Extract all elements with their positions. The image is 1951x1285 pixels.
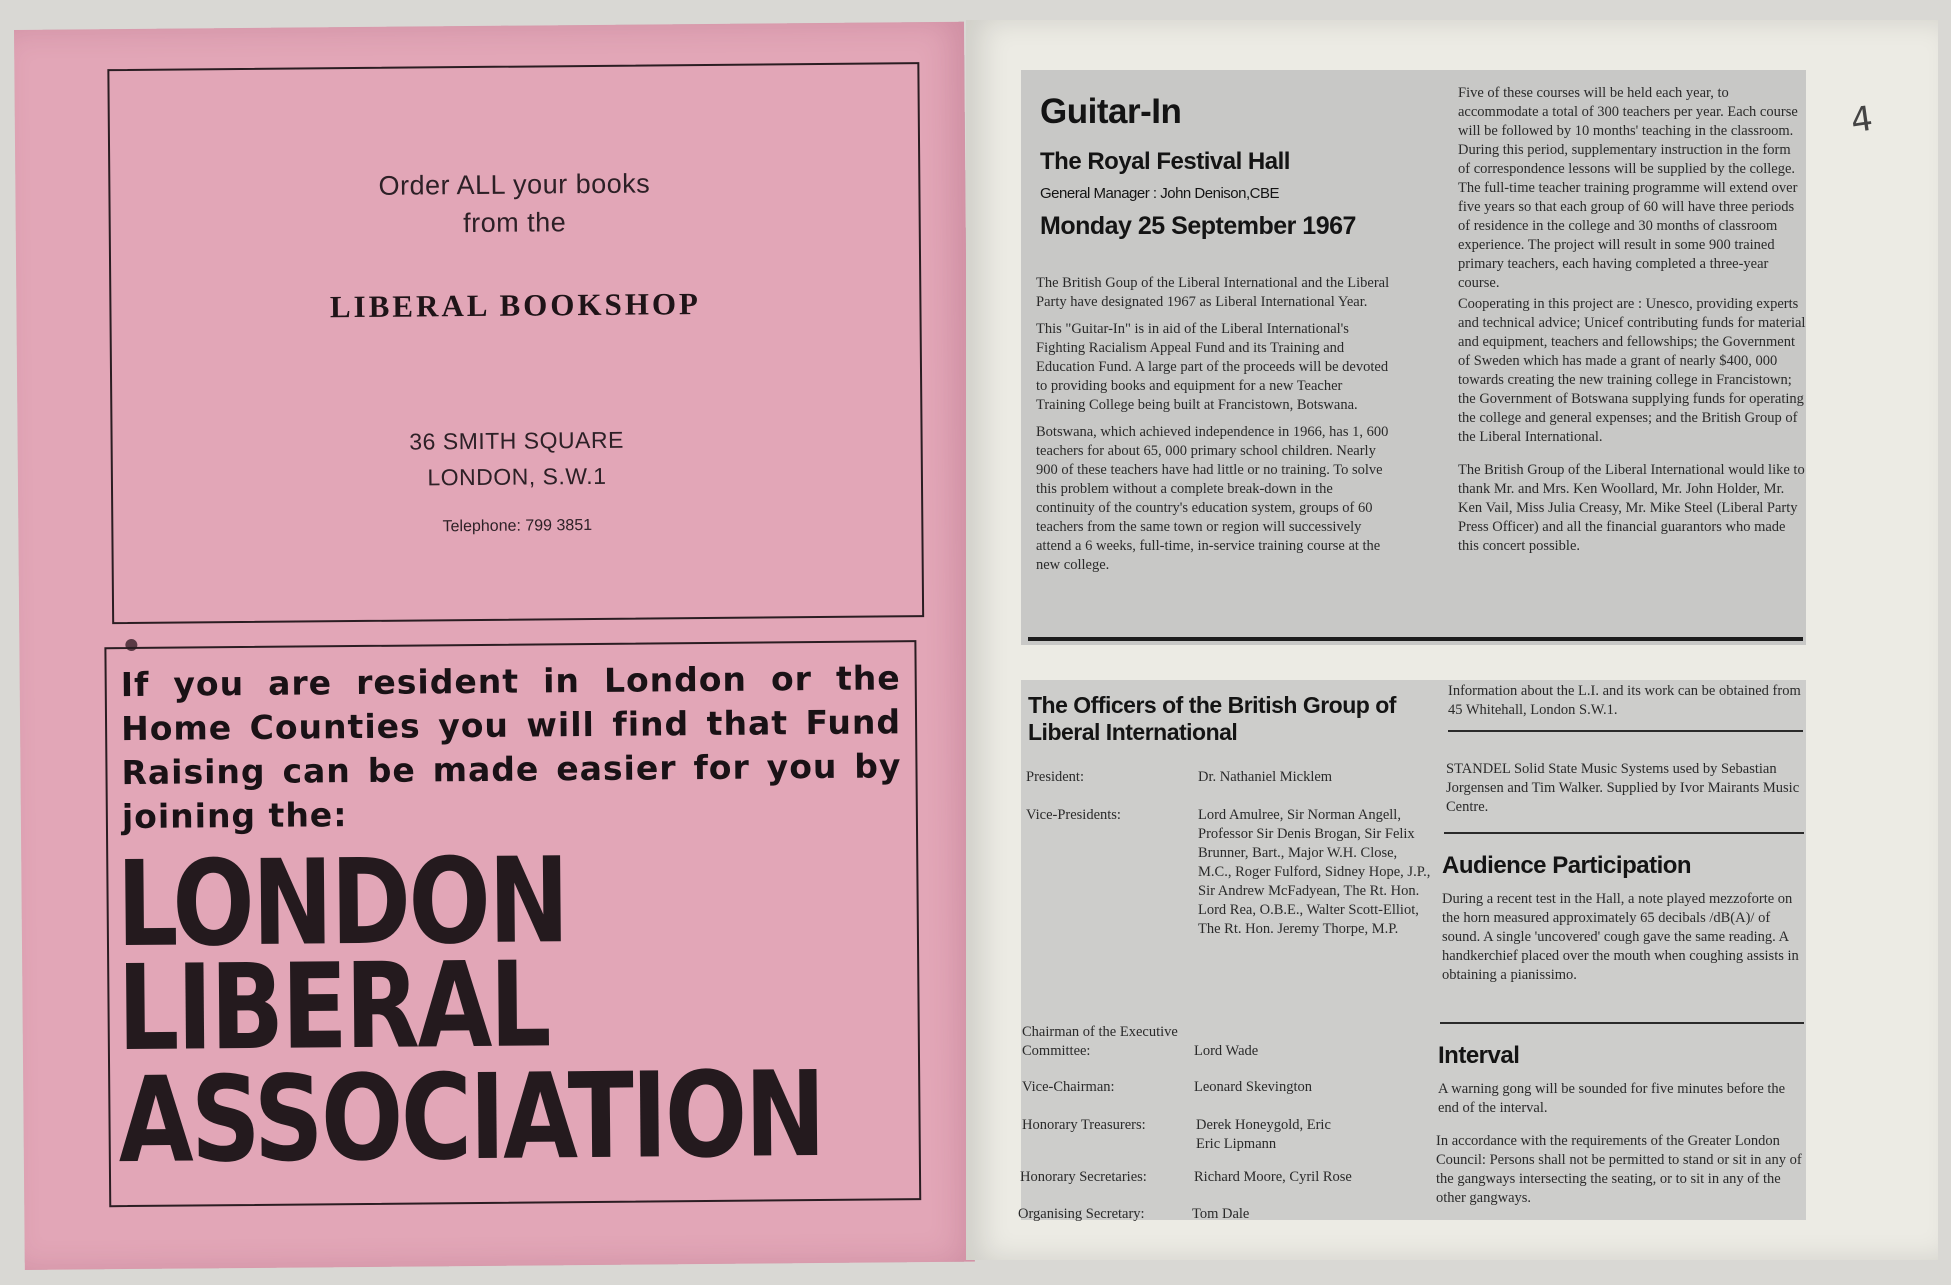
officer-role: Chairman of the Executive Committee: [1022,1024,1178,1059]
standel-credit: STANDEL Solid State Music Systems used by Sebastian Jorgensen and Tim Walker. Supplied by Ivor Mairants Music Centre. [1446,761,1800,815]
association-intro: If you are resident in London or the Home Counties you will find that Fund Raising can be made easier for you by joining the: [120,658,902,837]
page-number: 4 [1848,98,1876,142]
project-column [1458,84,1806,564]
officer-names: Leonard Skevington [1194,1079,1312,1095]
programme-title: Guitar-In [1040,92,1182,131]
officer-role: Honorary Secretaries: [1020,1169,1147,1185]
info-text: Information about the L.I. and its work can be obtained from 45 Whitehall, London S.W.1. [1448,683,1801,718]
association-name-line2: LIBERAL [116,935,550,1078]
left-page [14,22,975,1270]
officer-names: Lord Amulree, Sir Norman Angell, Professor Sir Denis Brogan, Sir Felix Brunner, Bart., Major W.H. Close, M.C., Roger Fulford, Sidney Hope, J.P., Sir Andrew McFadyean, The Rt. Hon. Lord Rea, O.B.E., Walter Scott-Elliot, The Rt. Hon. Jeremy Thorpe, M.P. [1198,807,1431,937]
officer-role: Vice-Chairman: [1022,1079,1115,1095]
audience-text: During a recent test in the Hall, a note played mezzoforte on the horn measured approximately 65 decibals /dB(A)/ of sound. A single 'uncovered' cough gave the same reading. A handkerchief placed over the mouth when coughing assists in obtaining a pianissimo. [1442,891,1799,983]
address-street: 36 SMITH SQUARE [409,426,624,455]
gangway-notice: In accordance with the requirements of the Greater London Council: Persons shall not be permitted to stand or sit in any of the gangways intersecting the seating, or to sit in any of the other gangways. [1436,1133,1802,1206]
intro-paragraph: Botswana, which achieved independence in 1966, has 1, 600 teachers for about 65, 000 primary school children. Nearly 900 of these teachers have had little or no training. To solve this problem without a complete break-down in the continuity of the country's education system, groups of 60 teachers from the same town or region will successively attend a 6 weeks, full-time, in-service training course at the new college. [1036,424,1389,573]
association-advert [104,640,921,1207]
association-name-line3: ASSOCIATION [117,1044,824,1190]
divider [1444,832,1804,834]
officer-names: Lord Wade [1194,1043,1259,1059]
intro-column [1036,274,1391,583]
concert-date: Monday 25 September 1967 [1040,212,1356,240]
officers-heading: The Officers of the British Group of Liberal International [1028,692,1396,745]
right-page [966,20,1938,1260]
bookshop-advert [107,62,924,624]
from-line: from the [463,207,567,239]
order-line: Order ALL your books [378,168,651,201]
interval-text: A warning gong will be sounded for five minutes before the end of the interval. [1438,1081,1786,1116]
thanks-paragraph: The British Group of the Liberal International would like to thank Mr. and Mrs. Ken Woollard, Mr. John Holder, Mr. Ken Vail, Miss Julia Creasy, Mr. Mike Steel (Liberal Party Press Officer) and all the financial guarantors who made this concert possible. [1458,462,1805,554]
intro-paragraph: The British Goup of the Liberal International and the Liberal Party have designated 1967 as Liberal International Year. [1036,275,1390,310]
project-paragraph: Five of these courses will be held each year, to accommodate a total of 300 teachers per year. Each course will be followed by 10 months' teaching in the classroom. During this period, supplementary instruction in the form of correspondence lessons will be supplied by the college. The full-time teacher training programme will extend over five years so that each group of 60 will have three periods of residence in the college and 30 months of classroom experience. The project will result in some 900 trained primary teachers, each having completed a three-year course. [1458,85,1798,291]
address-city: LONDON, S.W.1 [427,462,607,491]
telephone: Telephone: 799 3851 [442,516,593,536]
intro-paragraph: This "Guitar-In" is in aid of the Liberal International's Fighting Racialism Appeal Fund and its Training and Education Fund. A large part of the proceeds will be devoted to providing books and equipment for a new Teacher Training College being built at Francistown, Botswana. [1036,321,1389,413]
officer-names: Dr. Nathaniel Micklem [1198,769,1333,785]
section-divider [1028,637,1803,641]
interval-heading: Interval [1438,1042,1520,1069]
officer-role: Vice-Presidents: [1026,807,1121,823]
officer-names: Tom Dale [1192,1206,1250,1222]
bookshop-name: LIBERAL BOOKSHOP [329,286,702,325]
audience-heading: Audience Participation [1442,852,1692,879]
officer-role: President: [1026,769,1084,785]
association-name-line1: LONDON [116,831,568,974]
officer-role: Honorary Treasurers: [1022,1117,1146,1133]
divider [1448,730,1803,732]
officer-names: Derek Honeygold, Eric Eric Lipmann [1196,1117,1331,1152]
officer-role: Organising Secretary: [1018,1206,1145,1222]
divider [1440,1022,1804,1024]
officer-names: Richard Moore, Cyril Rose [1194,1169,1352,1185]
venue: The Royal Festival Hall [1040,148,1290,175]
project-paragraph: Cooperating in this project are : Unesco, providing experts and technical advice; Unicef contributing funds for material and equipment, teachers and fellowships; the Government of Sweden which has made a grant of nearly $400, 000 towards creating the new training college in Francistown; the Government of Botswana supplying funds for operating the college and general expenses; and the British Group of the Liberal International. [1458,296,1806,445]
general-manager: General Manager : John Denison,CBE [1040,185,1279,202]
